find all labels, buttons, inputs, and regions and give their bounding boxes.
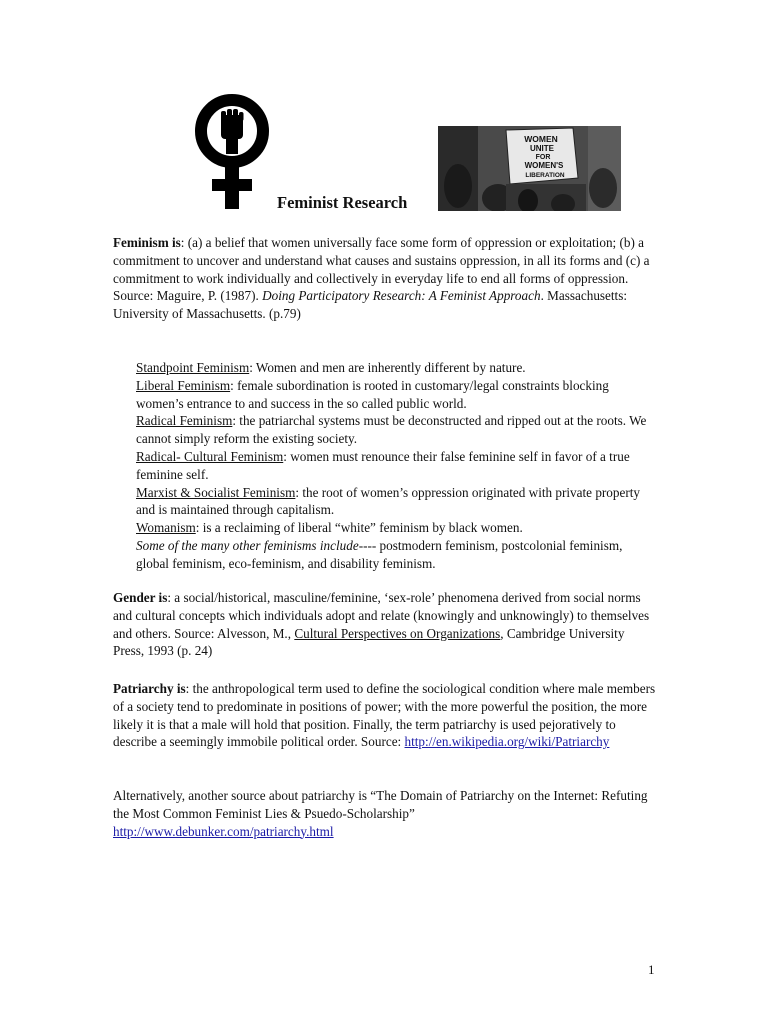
list-item <box>136 519 656 537</box>
alternative-text: Alternatively, another source about patriarchy is “The Domain of Patriarchy on the Internet: Refuting the Most Common Feminist Lies & Psuedo-Scholarship” <box>113 788 648 821</box>
alternative-source <box>113 787 658 840</box>
gender-text: : a social/historical, masculine/feminine, ‘sex-role’ phenomena derived from social norms and cultural concepts which individuals adopt and relate (knowingly and unknowingly) to themselves and others. Source: Alvesson, M., <box>113 590 650 641</box>
type-name: Radical- Cultural Feminism <box>136 448 284 464</box>
type-name: Standpoint Feminism <box>136 360 250 375</box>
feminism-definition <box>113 234 658 323</box>
gender-definition <box>113 589 658 660</box>
feminist-fist-symbol-icon <box>190 93 274 213</box>
patriarchy-term: Patriarchy is <box>113 681 186 696</box>
patriarchy-definition <box>113 680 658 751</box>
debunker-link[interactable]: http://www.debunker.com/patriarchy.html <box>113 823 334 839</box>
banner-text-2: UNITE <box>530 144 554 153</box>
feminism-book-title: Doing Participatory Research: A Feminist Approach <box>262 288 541 304</box>
feminism-text: : (a) a belief that women universally face some form of oppression or exploitation; (b) a commitment to uncover and understand what causes and sustains oppression, in all its forms and (c) a commitment to work individually and collectively in everyday life to end all forms of oppression. Source: Maguire, P. (1987). <box>113 235 650 304</box>
type-name: Marxist & Socialist Feminism <box>136 484 296 500</box>
gender-book-title: Cultural Perspectives on Organizations <box>294 625 501 641</box>
gender-text-end: , Cambridge University Press, 1993 (p. 24) <box>113 625 625 659</box>
banner-text-5: LIBERATION <box>525 172 565 179</box>
type-desc: : Women and men are inherently different by nature. <box>249 360 526 375</box>
patriarchy-text: : the anthropological term used to define the sociological condition where male members of a society tend to predominate in positions of power; with the more powerful the position, the more likely it is that a male will hold that position. Finally, the term patriarchy is used pejoratively to describe a seemingly immobile political order. Source: <box>113 681 656 750</box>
type-desc: : the root of women’s oppression originated with private property and is maintained through capitalism. <box>136 484 640 518</box>
document-title: Feminist Research <box>277 193 408 212</box>
type-name: Radical Feminism <box>136 413 233 429</box>
type-desc: : women must renounce their false feminine self in favor of a true feminine self. <box>136 448 630 482</box>
type-desc: : the patriarchal systems must be deconstructed and ripped out at the roots. We cannot simply reform the existing society. <box>136 413 647 447</box>
type-name: Womanism <box>136 520 196 536</box>
list-item <box>136 537 656 573</box>
feminism-text-end: . Massachusetts: University of Massachusetts. (p.79) <box>113 288 628 322</box>
other-feminisms-lead: Some of the many other feminisms include <box>136 537 359 553</box>
list-item <box>136 412 656 448</box>
feminism-types-list <box>136 359 656 573</box>
list-item <box>136 484 656 520</box>
feminism-term: Feminism is <box>113 235 181 250</box>
banner-text-4: WOMEN'S <box>524 161 564 170</box>
list-item <box>136 377 656 413</box>
banner-text-3: FOR <box>535 154 551 161</box>
protest-photo <box>438 126 621 211</box>
banner-text-1: WOMEN <box>524 134 558 144</box>
wikipedia-link[interactable]: http://en.wikipedia.org/wiki/Patriarchy <box>404 734 610 750</box>
gender-term: Gender is <box>113 590 168 605</box>
other-feminisms-text: ---- postmodern feminism, postcolonial feminism, global feminism, eco-feminism, and disability feminism. <box>136 537 623 571</box>
list-item <box>136 359 656 377</box>
type-name: Liberal Feminism <box>136 377 231 393</box>
page-number: 1 <box>648 962 655 977</box>
type-desc: : is a reclaiming of liberal “white” feminism by black women. <box>195 520 523 536</box>
type-desc: : female subordination is rooted in customary/legal constraints blocking women’s entrance to and success in the so called public world. <box>136 377 609 411</box>
list-item <box>136 448 656 484</box>
